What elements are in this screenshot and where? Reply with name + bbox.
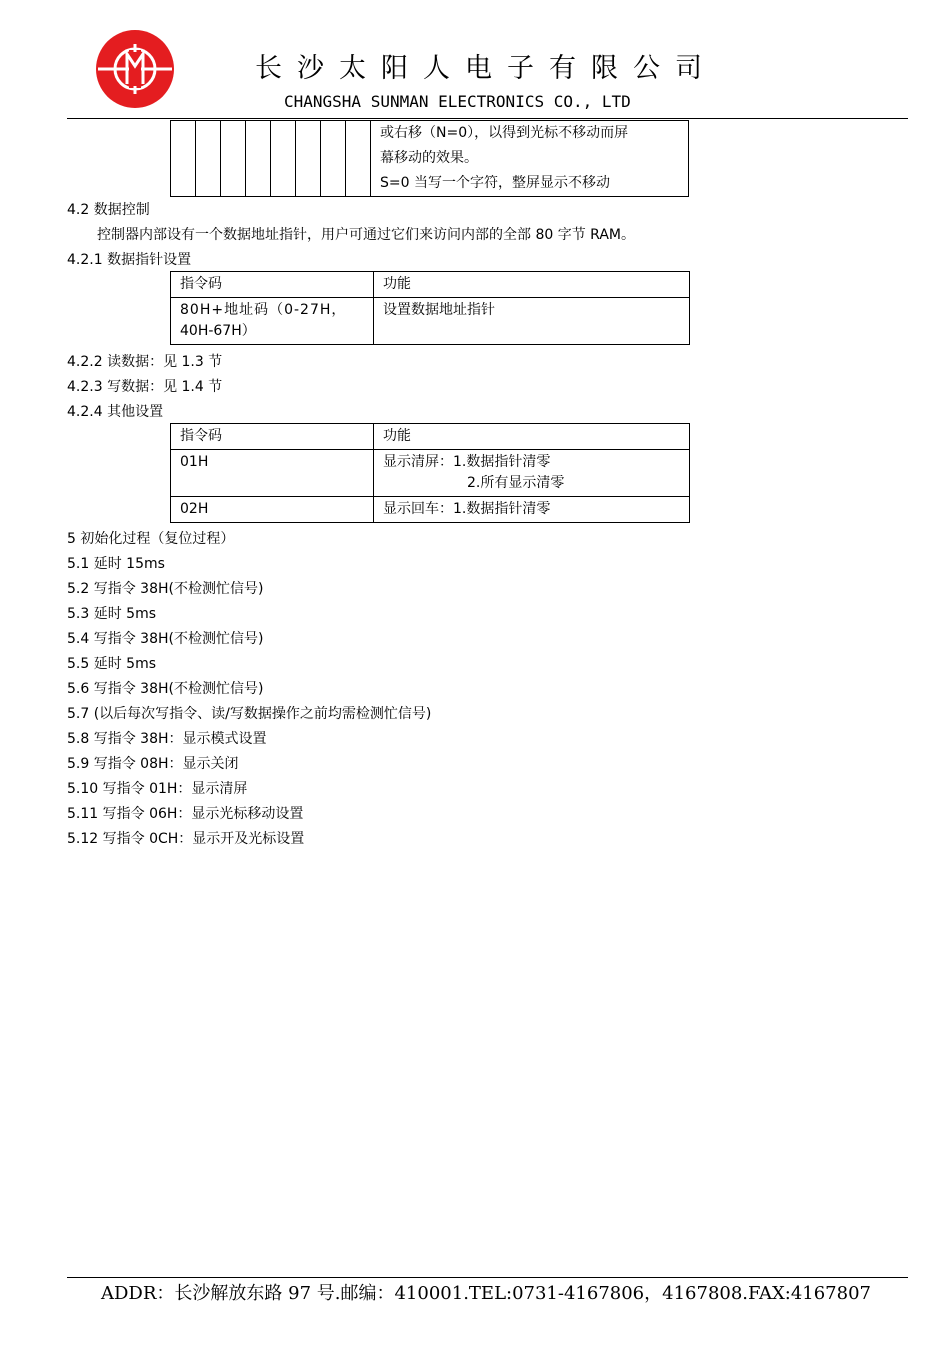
bit-cell — [171, 121, 196, 197]
table-cell-function: 设置数据地址指针 — [374, 298, 690, 345]
bit-cell — [321, 121, 346, 197]
init-step: 5.10 写指令 01H：显示清屏 — [67, 781, 248, 797]
code-line: 40H-67H） — [180, 323, 256, 339]
init-step: 5.3 延时 5ms — [67, 606, 157, 622]
table-cell-function: 显示回车：1.数据指针清零 — [374, 497, 690, 523]
code-line: 80H+地址码（0-27H， — [180, 302, 347, 318]
fragment-line: 幕移动的效果。 — [380, 150, 478, 166]
fragment-description — [371, 121, 689, 197]
company-logo — [94, 28, 176, 110]
init-step: 5.9 写指令 08H：显示关闭 — [67, 756, 239, 772]
footer-rule — [67, 1277, 908, 1278]
init-step: 5.6 写指令 38H(不检测忙信号) — [67, 681, 264, 697]
continued-table-fragment — [170, 120, 689, 197]
bit-cell — [196, 121, 221, 197]
init-step: 5.1 延时 15ms — [67, 556, 165, 572]
section-4-2-2-heading: 4.2.2 读数据：见 1.3 节 — [67, 354, 223, 370]
bit-cell — [221, 121, 246, 197]
init-step: 5.8 写指令 38H：显示模式设置 — [67, 731, 267, 747]
fragment-line: S=0 当写一个字符，整屏显示不移动 — [380, 175, 610, 191]
section-5-heading: 5 初始化过程（复位过程） — [67, 531, 235, 547]
header-rule — [67, 118, 908, 119]
table-row — [171, 450, 690, 497]
table-header-function: 功能 — [374, 424, 690, 450]
bit-cell — [246, 121, 271, 197]
bit-cell — [271, 121, 296, 197]
footer-address: ADDR：长沙解放东路 97 号.邮编：410001.TEL:0731-4167806，4167808.FAX:4167807 — [101, 1283, 871, 1304]
section-4-2-intro: 控制器内部设有一个数据地址指针，用户可通过它们来访问内部的全部 80 字节 RAM。 — [97, 227, 635, 243]
init-step: 5.7 (以后每次写指令、读/写数据操作之前均需检测忙信号) — [67, 706, 432, 722]
init-step: 5.5 延时 5ms — [67, 656, 157, 672]
function-line: 显示清屏：1.数据指针清零 — [383, 454, 551, 470]
bit-cell — [346, 121, 371, 197]
table-header-function: 功能 — [374, 272, 690, 298]
table-cell-code: 02H — [171, 497, 374, 523]
init-step: 5.11 写指令 06H：显示光标移动设置 — [67, 806, 304, 822]
section-4-2-heading: 4.2 数据控制 — [67, 202, 150, 218]
company-name-cn: 长沙太阳人电子有限公司 — [255, 53, 717, 84]
table-row — [171, 298, 690, 345]
other-settings-table — [170, 423, 690, 523]
table-cell-code — [171, 298, 374, 345]
table-row — [171, 497, 690, 523]
fragment-line: 或右移（N=0），以得到光标不移动而屏 — [380, 125, 629, 141]
table-header-code: 指令码 — [171, 272, 374, 298]
company-name-en: CHANGSHA SUNMAN ELECTRONICS CO., LTD — [284, 92, 631, 111]
bit-cell — [296, 121, 321, 197]
data-pointer-table — [170, 271, 690, 345]
init-step: 5.4 写指令 38H(不检测忙信号) — [67, 631, 264, 647]
table-cell-function — [374, 450, 690, 497]
section-4-2-1-heading: 4.2.1 数据指针设置 — [67, 252, 192, 268]
section-4-2-3-heading: 4.2.3 写数据：见 1.4 节 — [67, 379, 223, 395]
section-4-2-4-heading: 4.2.4 其他设置 — [67, 404, 164, 420]
table-cell-code: 01H — [171, 450, 374, 497]
function-line — [383, 473, 680, 494]
init-step: 5.2 写指令 38H(不检测忙信号) — [67, 581, 264, 597]
init-step: 5.12 写指令 0CH：显示开及光标设置 — [67, 831, 305, 847]
function-line-text: 2.所有显示清零 — [467, 475, 565, 491]
table-header-code: 指令码 — [171, 424, 374, 450]
